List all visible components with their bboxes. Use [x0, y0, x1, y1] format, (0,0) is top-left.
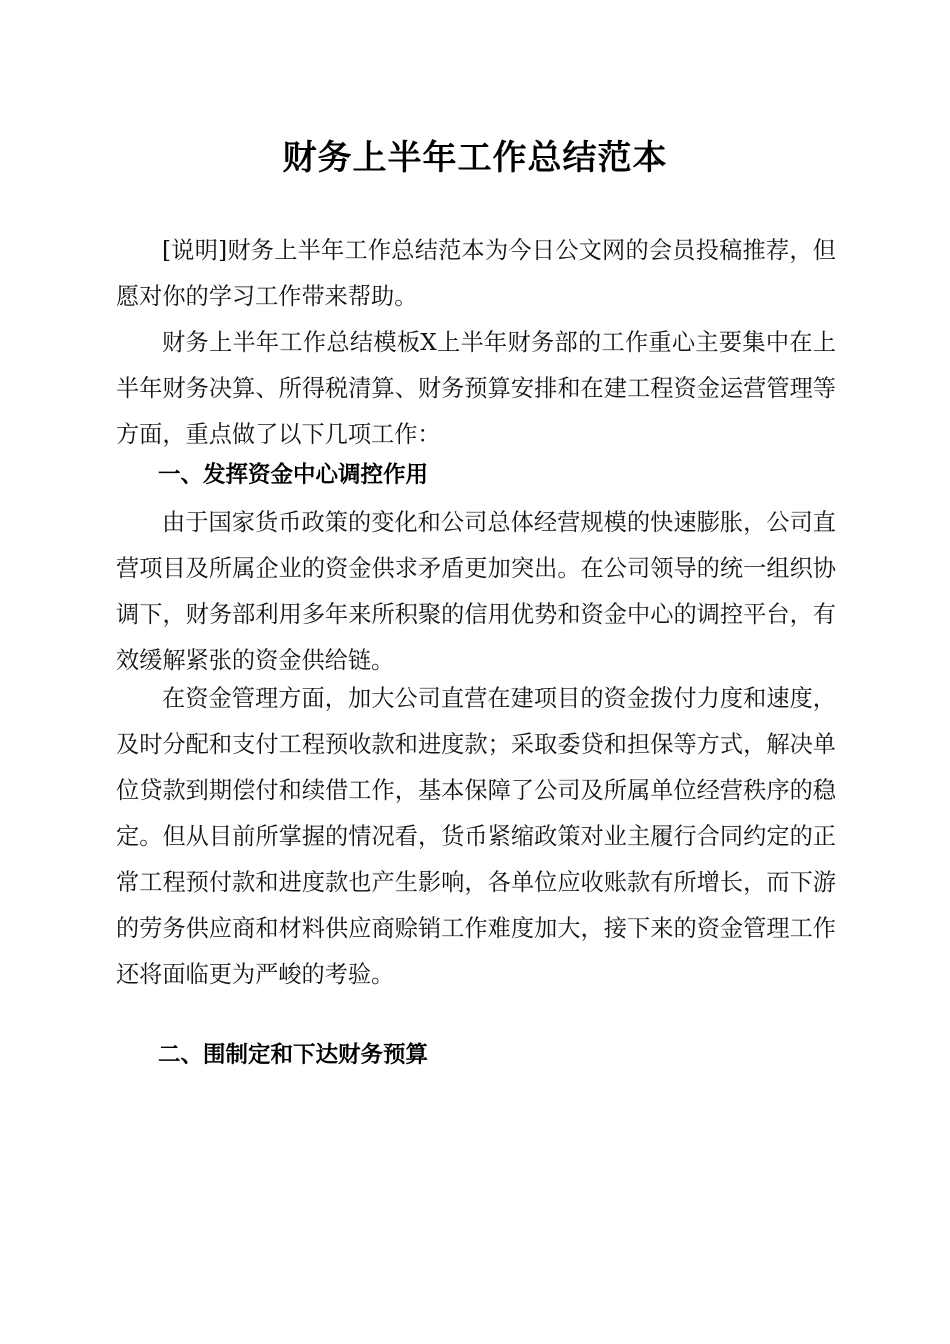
section-1-paragraph-2: 在资金管理方面，加大公司直营在建项目的资金拨付力度和速度，及时分配和支付工程预收款和进度款；采取委贷和担保等方式，解决单位贷款到期偿付和续借工作，基本保障了公司及所属单位经营秩序的稳定。但从目前所掌握的情况看，货币紧缩政策对业主履行合同约定的正常工程预付款和进度款也产生影响，各单位应收账款有所增长，而下游的劳务供应商和材料供应商赊销工作难度加大，接下来的资金管理工作还将面临更为严峻的考验。: [116, 685, 836, 988]
note-paragraph: [说明]财务上半年工作总结范本为今日公文网的会员投稿推荐，但愿对你的学习工作带来帮助。: [116, 237, 836, 310]
section-1-paragraph-1: 由于国家货币政策的变化和公司总体经营规模的快速膨胀，公司直营项目及所属企业的资金供求矛盾更加突出。在公司领导的统一组织协调下，财务部利用多年来所积聚的信用优势和资金中心的调控平台，有效缓解紧张的资金供给链。: [116, 509, 836, 674]
intro-paragraph: 财务上半年工作总结模板X上半年财务部的工作重心主要集中在上半年财务决算、所得税清算、财务预算安排和在建工程资金运营管理等方面，重点做了以下几项工作：: [116, 329, 836, 448]
section-2-heading: 二、围制定和下达财务预算: [158, 1042, 429, 1068]
document-title: 财务上半年工作总结范本: [282, 138, 668, 178]
section-1-heading: 一、发挥资金中心调控作用: [158, 462, 429, 488]
